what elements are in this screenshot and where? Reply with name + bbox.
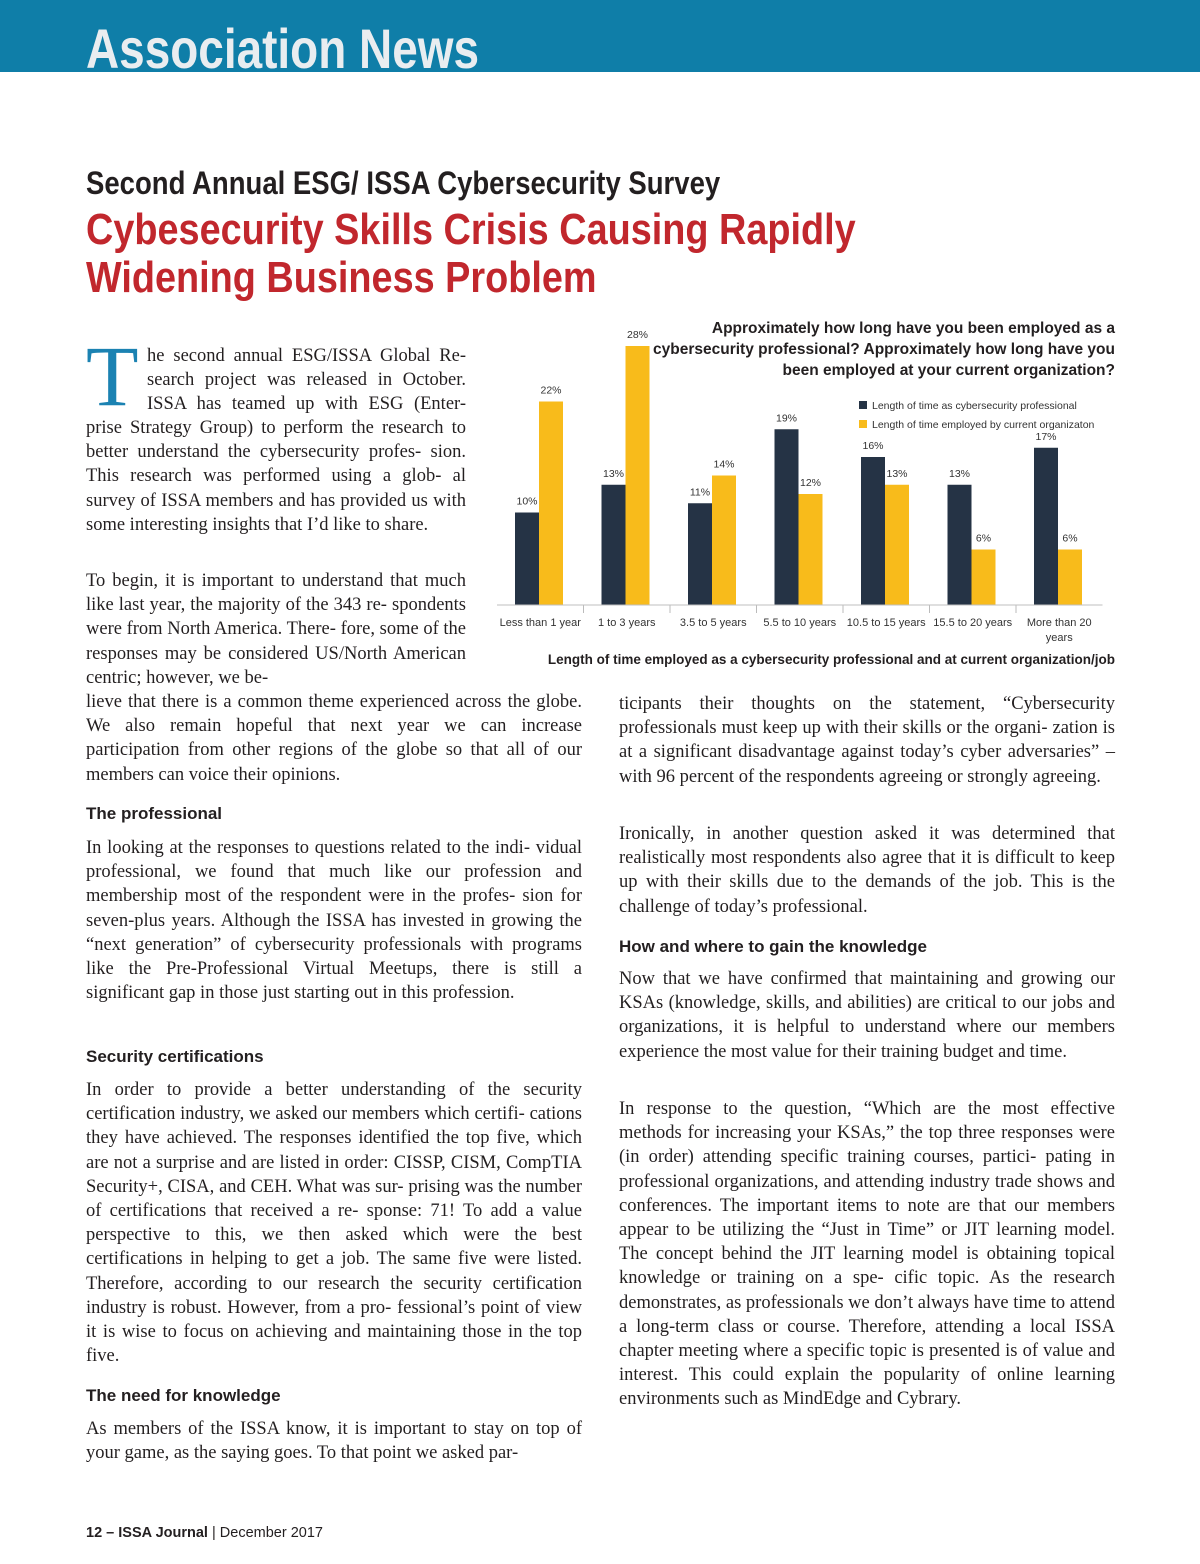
data-label: 19% <box>775 412 798 425</box>
legend-label: Length of time as cybersecurity professional <box>872 400 1077 412</box>
bar <box>775 429 799 605</box>
bar <box>1058 550 1082 606</box>
data-label: 28% <box>626 329 649 341</box>
bar <box>602 485 626 605</box>
x-tick-label: More than 20 <box>1026 617 1092 629</box>
x-tick-label: 3.5 to 5 years <box>679 617 747 629</box>
bar <box>885 485 909 605</box>
paragraph-need: As members of the ISSA know, it is important to stay on top of your game, as the saying goes. To that point we asked par- <box>86 1419 582 1464</box>
data-label: 13% <box>948 467 971 480</box>
page-footer <box>86 1525 323 1541</box>
chart-caption: Length of time employed as a cybersecurity professional and at current organization/job <box>547 652 1115 667</box>
data-label: 11% <box>689 486 711 499</box>
data-label: 22% <box>540 384 562 397</box>
subheading-how-where: How and where to gain the knowledge <box>619 937 927 956</box>
subheading-professional: The professional <box>86 804 223 823</box>
footer-date: December 2017 <box>219 1525 323 1541</box>
x-tick-label: 15.5 to 20 years <box>933 617 1013 629</box>
footer-separator: | <box>207 1525 220 1541</box>
article-headline <box>86 206 856 302</box>
chart-question: Approximately how long have you been employed as a cybersecurity professional? Approximately how long have you been employed at your current organization? <box>653 320 1115 379</box>
subheading-need: The need for knowledge <box>86 1386 281 1405</box>
paragraph-certifications: In order to provide a better understanding of the security certification industry, we asked our members which certifi- cations they have achieved. The responses identified the top five, which are not a surprise and are listed in order: CISSP, CISM, CompTIA Security+, CISA, and CEH. What was sur- prising was the number of certifications that received a re- sponse: 71! To add a value perspective to this, we then asked which were the best certifications in helping to get a job. The same five were listed. Therefore, according to our research the security certification industry is robust. However, from a pro- fessional’s point of view it is wise to focus on achieving and maintaining those in the top five. <box>86 1080 582 1367</box>
intro-line: ISSA has teamed up with ESG (Enter- <box>147 394 466 414</box>
x-tick-label: 1 to 3 years <box>598 617 656 629</box>
data-label: 13% <box>602 467 625 480</box>
paragraph-ksas: Now that we have confirmed that maintaining and growing our KSAs (knowledge, skills, and abilities) are critical to our jobs and organizations, it is helpful to understand where our members experience the most value for their training budget and time. <box>619 969 1115 1062</box>
paragraph-intro: prise Strategy Group) to perform the research to better understand the cybersecurity profes- sion. This research was performed using a glob- al survey of ISSA members and has provided us with some interesting insights that I’d like to share. <box>86 418 466 535</box>
legend-swatch <box>859 401 867 409</box>
bar <box>515 513 539 606</box>
legend-swatch <box>859 420 867 428</box>
footer-page: 12 – ISSA Journal <box>86 1525 208 1541</box>
intro-line: search project was released in October. <box>147 370 466 390</box>
x-tick-label: Less than 1 year <box>499 617 581 629</box>
bar <box>799 494 823 605</box>
data-label: 14% <box>713 458 735 471</box>
x-tick-label: 10.5 to 15 years <box>846 617 926 629</box>
headline-line-1: Cybesecurity Skills Crisis Causing Rapidly <box>86 205 856 254</box>
bar <box>712 476 736 606</box>
data-label: 10% <box>516 495 538 508</box>
data-label: 16% <box>862 440 884 452</box>
paragraph-participants: ticipants their thoughts on the statement, “Cybersecurity professionals must keep up with their skills or the organi- zation is at a significant disadvantage against today’s cyber adversaries” – with 96 percent of the respondents agreeing or strongly agreeing. <box>619 694 1115 787</box>
bar <box>626 346 650 605</box>
legend-label: Length of time employed by current organizaton <box>872 419 1095 431</box>
bar <box>972 550 996 606</box>
paragraph-ironically: Ironically, in another question asked it was determined that realistically most respondents also agree that it is difficult to keep up with their skills due to the demands of the job. This is the challenge of today’s professional. <box>619 824 1115 917</box>
drop-cap: T <box>86 328 139 424</box>
paragraph-jit: In response to the question, “Which are the most effective methods for increasing your KSAs,” the top three responses were (in order) attending specific training courses, partici- pating in professional organizations, and attending industry trade shows and conferences. The important items to note are that our members appear to be utilizing the “Just in Time” or JIT learning model. The concept behind the JIT learning model is obtaining topical knowledge or training on a spe- cific topic. As the research demonstrates, as professionals we don’t always have time to attend a long-term class or course. Therefore, attending a local ISSA chapter meeting where a specific topic is presented is of value and interest. This could explain the popularity of online learning environments such as MindEdge and Cybrary. <box>619 1099 1115 1410</box>
bar <box>539 402 563 606</box>
bar <box>861 457 885 605</box>
data-label: 12% <box>799 477 822 489</box>
subheading-certifications: Security certifications <box>86 1047 264 1066</box>
x-tick-label: years <box>1045 632 1073 644</box>
paragraph-wide: lieve that there is a common theme experienced across the globe. We also remain hopeful that next year we can increase participation from other regions of the globe so that all of our members can voice their opinions. <box>86 692 582 785</box>
article-kicker: Second Annual ESG/ ISSA Cybersecurity Survey <box>86 165 721 201</box>
intro-line: he second annual ESG/ISSA Global Re- <box>147 346 466 366</box>
bar <box>948 485 972 605</box>
headline-line-2: Widening Business Problem <box>86 253 597 302</box>
paragraph-professional: In looking at the responses to questions related to the indi- vidual professional, we found that much like our profession and membership most of the respondent were in the profes- sion for seven-plus years. Although the ISSA has invested in growing the “next generation” of cybersecurity professionals with programs like the Pre-Professional Virtual Meetups, there is still a significant gap in those just starting out in this profession. <box>86 838 582 1004</box>
data-label: 17% <box>1035 430 1057 443</box>
data-label: 6% <box>975 532 992 545</box>
bar <box>1034 448 1058 605</box>
data-label: 6% <box>1062 532 1078 545</box>
data-label: 13% <box>886 467 908 480</box>
paragraph-narrow: To begin, it is important to understand that much like last year, the majority of the 343 re- spondents were from North America. There- fore, some of the responses may be considered US/North American centric; however, we be- <box>86 571 466 688</box>
bar-chart <box>490 329 1120 646</box>
section-title: Association News <box>86 17 479 80</box>
x-tick-label: 5.5 to 10 years <box>763 617 837 629</box>
bar <box>688 503 712 605</box>
